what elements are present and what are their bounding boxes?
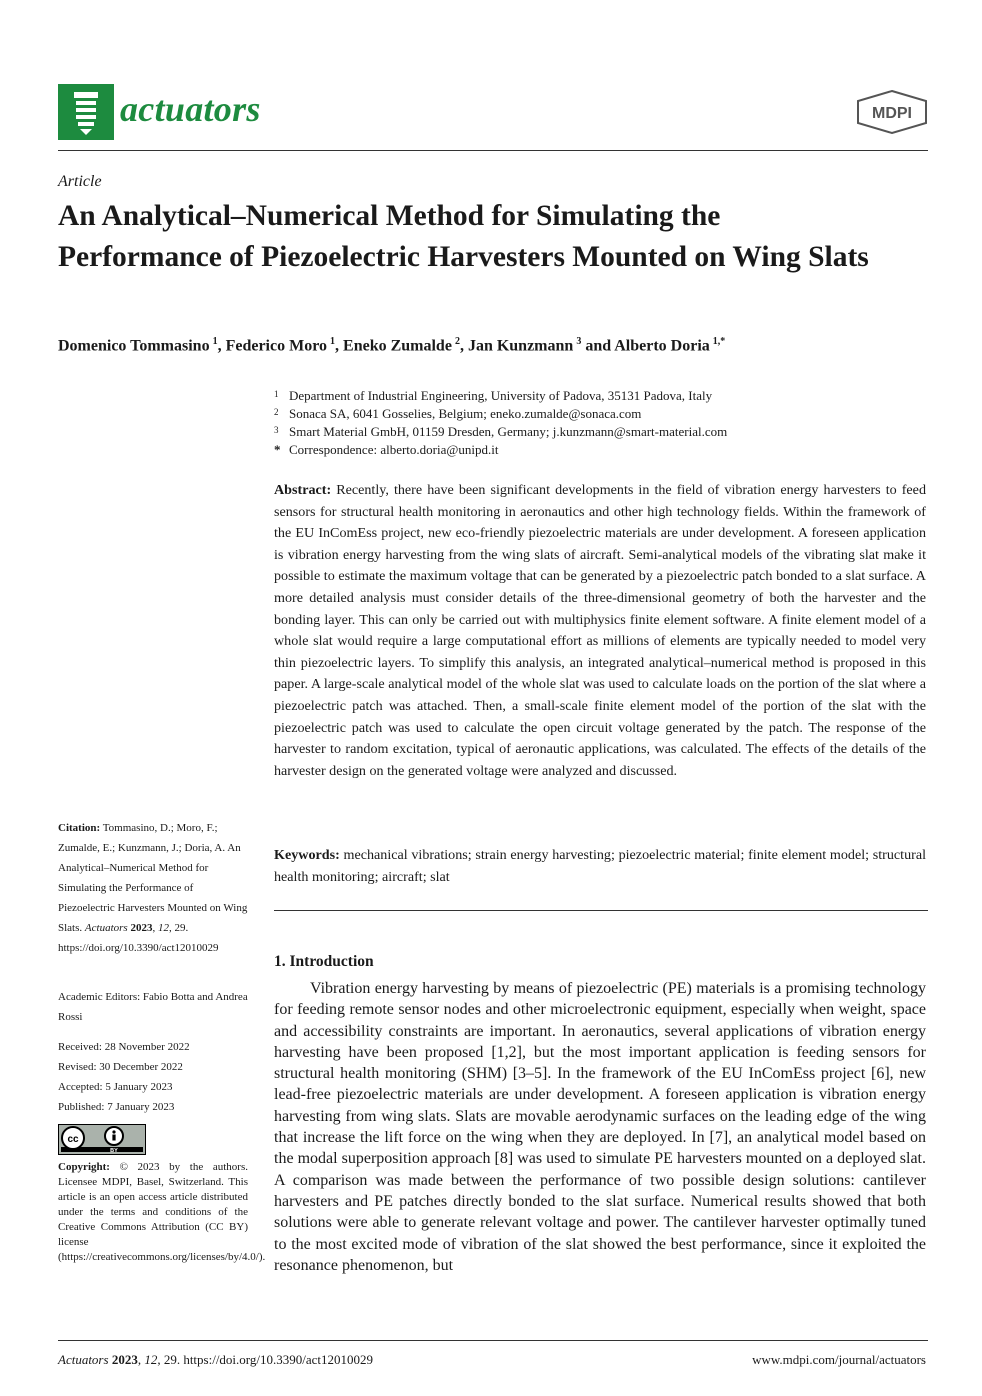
author-affiliation-mark: 1 [330, 336, 336, 347]
author-separator: , [335, 337, 344, 355]
copyright-notice: Copyright: © 2023 by the authors. Licensee MDPI, Basel, Switzerland. This article is an open access article distributed under the terms and conditions of the Creative Commons Attribution (CC BY) license (https://creativecommons.org/licenses/by/4.0/). [58, 1161, 266, 1263]
citation: Citation: Tommasino, D.; Moro, F.; Zumalde, E.; Kunzmann, J.; Doria, A. An Analytical–Numerical Method for Simulating the Performance of Piezoelectric Harvesters Mounted on Wing Slats. Actuators 2023, 12, 29. https://doi.org/10.3390/act12010029 [58, 822, 248, 954]
author-name: Eneko Zumalde [343, 337, 452, 355]
author-name: Domenico Tommasino [58, 337, 210, 355]
abstract-divider [274, 910, 928, 911]
academic-editors: Academic Editors: Fabio Botta and Andrea Rossi [58, 991, 248, 1023]
affiliation-3: 3 Smart Material GmbH, 01159 Dresden, Germany; j.kunzmann@smart-material.com [274, 424, 728, 439]
footer-citation: Actuators 2023, 12, 29. https://doi.org/10.3390/act12010029 [58, 1352, 374, 1367]
date-accepted: Accepted: 5 January 2023 [58, 1081, 173, 1093]
svg-text:cc: cc [67, 1134, 79, 1145]
section-heading: 1. Introduction [274, 953, 374, 970]
svg-text:MDPI: MDPI [872, 105, 912, 122]
author-name: Federico Moro [225, 337, 328, 355]
author-list [58, 336, 725, 355]
author-affiliation-mark: 3 [576, 336, 582, 347]
svg-text:BY: BY [110, 1148, 118, 1154]
abstract-text: Recently, there have been significant developments in the field of vibration energy harvesters to feed sensors for structural health monitoring in aeronautics and other high technology fields. Within the framework of the EU InComEss project, new eco-friendly piezoelectric materials are under development. A foreseen application is vibration energy harvesting from the wing slats of aircraft. Semi-analytical models of the vibrating slat make it possible to estimate the maximum voltage that can be generated by a piezoelectric patch bonded to a slat surface. A more detailed analysis must consider details of the three-dimensional geometry of both the harvester and the bonding layer. This can only be carried out with multiphysics finite element software. A finite element model of a whole slat would require a large computational effort as millions of elements are typically needed to model very thin piezoelectric layers. To simplify this analysis, an integrated analytical–numerical method is proposed in this paper. A large-scale analytical model of the whole slat was used to calculate loads on the portion of the slat where a piezoelectric patch was attached. Then, a small-scale finite element model of the portion of the slat with the piezoelectric patch was used to calculate the open circuit voltage generated by the patch. The response of the harvester to random excitation, typical of aeronautic applications, was calculated. The effects of the details of the harvester design on the generated voltage were analyzed and discussed. [274, 482, 926, 779]
affiliation-2: 2 Sonaca SA, 6041 Gosselies, Belgium; eneko.zumalde@sonaca.com [274, 406, 642, 421]
journal-logo-icon [58, 84, 114, 140]
keywords-text: mechanical vibrations; strain energy harvesting; piezoelectric material; finite element model; structural health monitoring; aircraft; slat [274, 847, 926, 885]
correspondence: * Correspondence: alberto.doria@unipd.it [274, 442, 499, 457]
date-published: Published: 7 January 2023 [58, 1101, 175, 1113]
journal-name: actuators [120, 89, 261, 129]
author-name: Jan Kunzmann [467, 337, 574, 355]
abstract-label: Abstract: [274, 482, 332, 498]
keywords-label: Keywords: [274, 847, 340, 863]
author-separator: , [217, 337, 226, 355]
header-divider [58, 150, 928, 151]
date-revised: Revised: 30 December 2022 [58, 1061, 183, 1073]
author-separator: and [581, 337, 615, 355]
article-title: An Analytical–Numerical Method for Simulating the Performance of Piezoelectric Harvesters Mounted on Wing Slats [58, 200, 869, 273]
author-affiliation-mark: 1 [212, 336, 218, 347]
cc-by-license-icon[interactable] [58, 1124, 146, 1155]
article-type: Article [58, 173, 102, 190]
mdpi-logo-icon [856, 90, 928, 134]
footer-divider [58, 1340, 928, 1341]
date-received: Received: 28 November 2022 [58, 1041, 190, 1053]
author-name: Alberto Doria [614, 337, 710, 355]
abstract [274, 480, 926, 782]
introduction-text: Vibration energy harvesting by means of piezoelectric (PE) materials is a promising technology for feeding remote sensor nodes and other microelectronic equipment, especially when weight, space and accessibility constraints are important. In aeronautics, several applications of vibration energy harvesting have been proposed [1,2], but the most important application is feeding sensors for structural health monitoring (SHM) [3–5]. In the framework of the EU InComEss project [6], new lead-free piezoelectric materials are under development. A foreseen application is vibration energy harvesting from wing slats. Slats are movable aerodynamic surfaces on the leading edge of the wing that increase the lift force on the wing when they are deployed. In [7], an analytical model based on the modal superposition approach [8] was used to simulate PE harvesters mounted on a deployed slat. A comparison was made between the performance of two possible design solutions: cantilever harvesters and PE patches directly bonded to the slat surface. Numerical results showed that both solutions were able to generate relevant voltage and power. The cantilever harvester optimally tuned to the most excited mode of vibration of the slat showed the best performance, since it exploited the resonance phenomenon, but [274, 980, 926, 1274]
footer-journal-url[interactable]: www.mdpi.com/journal/actuators [752, 1352, 926, 1367]
author-affiliation-mark: 2 [454, 336, 460, 347]
citation-doi-link[interactable]: https://doi.org/10.3390/act12010029 [58, 942, 219, 954]
author-separator: , [459, 337, 468, 355]
affiliation-1: 1 Department of Industrial Engineering, University of Padova, 35131 Padova, Italy [274, 388, 713, 403]
keywords [274, 845, 926, 888]
author-affiliation-mark: 1,* [712, 336, 726, 347]
